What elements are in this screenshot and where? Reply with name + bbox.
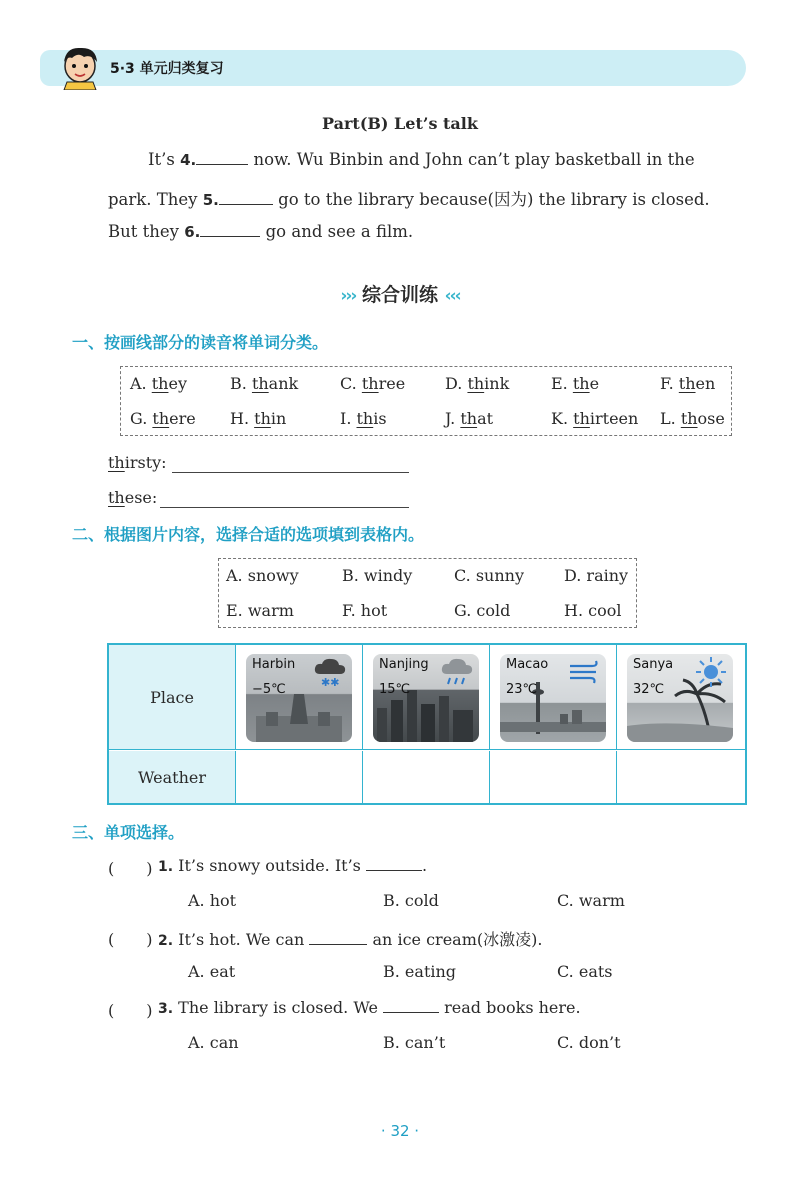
city-cell-nanjing (363, 645, 490, 749)
sun-icon (693, 656, 729, 688)
answer-thirsty-line[interactable] (172, 472, 409, 473)
mc-2-option-c[interactable]: C. eats (557, 962, 613, 981)
wind-icon (566, 656, 602, 688)
answer-these-label: these: (108, 488, 158, 507)
option-b: B. windy (342, 566, 413, 585)
weather-answer-sanya[interactable] (617, 751, 745, 803)
word-option-h: H. thin (230, 409, 287, 428)
city-name: Harbin (252, 657, 296, 672)
option-h: H. cool (564, 601, 622, 620)
header-title: 5·3 单元归类复习 (110, 61, 224, 77)
mc-1-option-c[interactable]: C. warm (557, 891, 625, 910)
city-temp: 15℃ (379, 682, 411, 697)
boy-mascot-icon (58, 44, 102, 90)
answer-these-line[interactable] (160, 507, 409, 508)
place-row (109, 645, 745, 750)
option-f: F. hot (342, 601, 388, 620)
svg-text:✱✱: ✱✱ (321, 676, 340, 688)
option-g: G. cold (454, 601, 511, 620)
word-option-l: L. those (660, 409, 725, 428)
paragraph-line-2: park. They 5. go to the library because(因为) the library is closed. (108, 190, 710, 209)
word-option-g: G. there (130, 409, 196, 428)
city-name: Nanjing (379, 657, 429, 672)
weather-answer-macao[interactable] (490, 751, 617, 803)
part-b-title: Part(B) Let’s talk (322, 114, 478, 133)
city-cell-macao (490, 645, 617, 749)
mc-3-option-c[interactable]: C. don’t (557, 1033, 621, 1052)
harbin-photo (246, 654, 352, 742)
paragraph-line-3: But they 6. go and see a film. (108, 222, 414, 241)
city-cell-sanya (617, 645, 745, 749)
city-name: Sanya (633, 657, 674, 672)
paragraph-line-1: It’s 4. now. Wu Binbin and John can’t play basketball in the (148, 150, 695, 169)
mc-2-option-b[interactable]: B. eating (383, 962, 457, 981)
city-temp: −5℃ (252, 682, 286, 697)
option-a: A. snowy (226, 566, 299, 585)
mc-3-option-b[interactable]: B. can’t (383, 1033, 446, 1052)
word-option-d: D. think (445, 374, 510, 393)
question-2-heading: 二、根据图片内容，选择合适的选项填到表格内。 (72, 525, 425, 544)
nanjing-photo (373, 654, 479, 742)
answer-paren-2[interactable]: ( ) (108, 930, 153, 949)
city-temp: 32℃ (633, 682, 665, 697)
mc-question-3: 3. The library is closed. We read books here. (158, 998, 581, 1017)
section-heading (0, 280, 800, 307)
word-option-k: K. thirteen (551, 409, 639, 428)
rain-cloud-icon (439, 656, 475, 688)
word-option-b: B. thank (230, 374, 299, 393)
weather-label: Weather (109, 751, 236, 803)
mc-1-option-b[interactable]: B. cold (383, 891, 439, 910)
option-c: C. sunny (454, 566, 525, 585)
weather-answer-harbin[interactable] (236, 751, 363, 803)
section-title: 综合训练 (361, 284, 438, 306)
word-option-e: E. the (551, 374, 600, 393)
city-temp: 23℃ (506, 682, 538, 697)
answer-thirsty-label: thirsty: (108, 453, 167, 472)
question-1-heading: 一、按画线部分的读音将单词分类。 (72, 333, 329, 352)
mc-question-1: 1. It’s snowy outside. It’s . (158, 856, 428, 875)
city-cell-harbin (236, 645, 363, 749)
word-option-c: C. three (340, 374, 406, 393)
question-3-heading: 三、单项选择。 (72, 823, 185, 842)
chevrons-left-icon: ‹‹‹ (444, 286, 460, 306)
mc-1-option-a[interactable]: A. hot (188, 891, 237, 910)
sanya-photo (627, 654, 733, 742)
mc-2-option-a[interactable]: A. eat (188, 962, 236, 981)
snow-cloud-icon (312, 656, 348, 688)
option-e: E. warm (226, 601, 294, 620)
place-label: Place (109, 645, 236, 749)
word-option-j: J. that (445, 409, 494, 428)
mc-3-option-a[interactable]: A. can (188, 1033, 239, 1052)
chevrons-right-icon: ››› (340, 286, 356, 306)
macao-photo (500, 654, 606, 742)
weather-table (107, 643, 747, 805)
answer-paren-1[interactable]: ( ) (108, 859, 153, 878)
word-box (120, 366, 732, 436)
weather-answer-nanjing[interactable] (363, 751, 490, 803)
word-option-i: I. this (340, 409, 387, 428)
word-option-f: F. then (660, 374, 716, 393)
city-name: Macao (506, 657, 549, 672)
mc-question-2: 2. It’s hot. We can an ice cream(冰激凌). (158, 930, 543, 949)
answer-paren-3[interactable]: ( ) (108, 1001, 153, 1020)
page-number: · 32 · (380, 1122, 420, 1140)
word-option-a: A. they (130, 374, 187, 393)
option-d: D. rainy (564, 566, 629, 585)
